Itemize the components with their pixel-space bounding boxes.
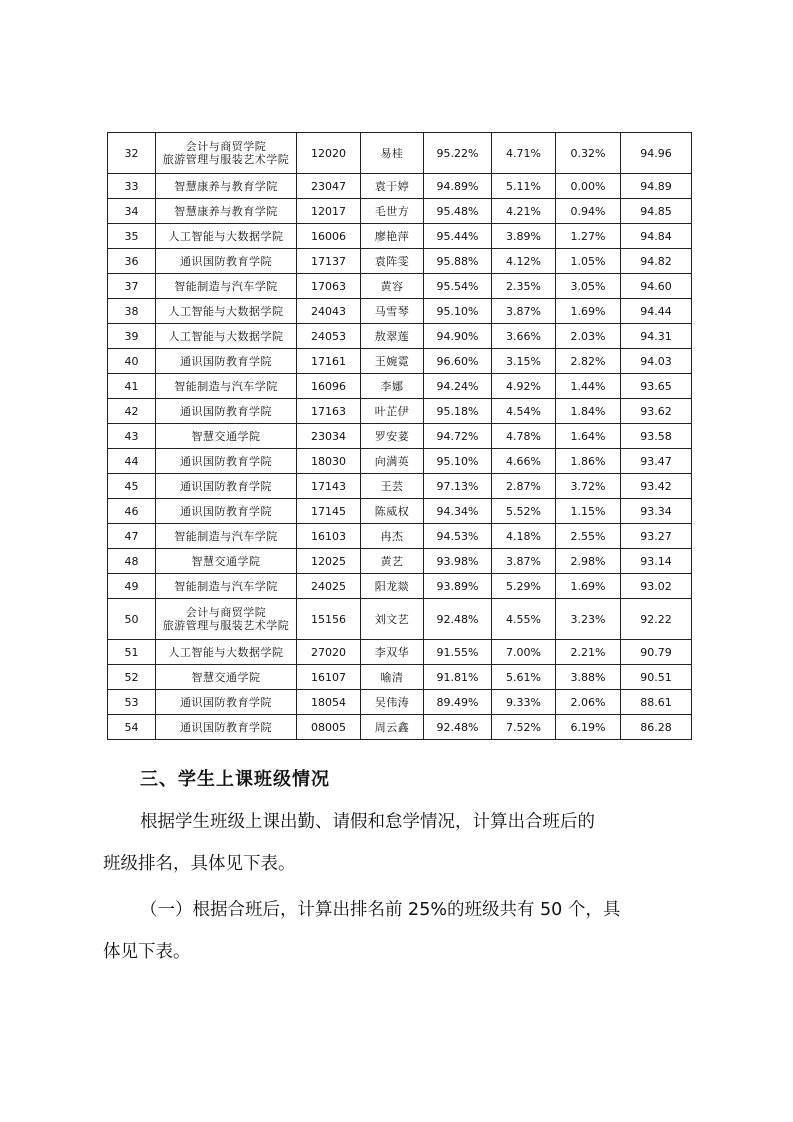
table-row <box>108 324 692 349</box>
attendance-rate-cell: 95.18% <box>424 399 492 424</box>
paragraph-top-quarter <box>103 889 703 973</box>
teacher-name-cell: 袁阵雯 <box>361 249 424 274</box>
paragraph-ranking-intro <box>103 801 703 885</box>
attendance-rate-cell: 94.24% <box>424 374 492 399</box>
table-body <box>108 133 692 740</box>
college-cell <box>156 474 297 499</box>
college-line: 通识国防教育学院 <box>180 454 272 468</box>
class-id-cell: 17063 <box>297 274 361 299</box>
table-row <box>108 574 692 599</box>
rank-cell: 47 <box>108 524 156 549</box>
attendance-rate-cell: 95.22% <box>424 133 492 174</box>
college-cell <box>156 574 297 599</box>
leave-rate-cell: 9.33% <box>492 690 556 715</box>
college-cell <box>156 549 297 574</box>
college-line: 人工智能与大数据学院 <box>168 304 284 318</box>
teacher-name-cell: 易桂 <box>361 133 424 174</box>
attendance-rate-cell: 91.55% <box>424 640 492 665</box>
truancy-rate-cell: 2.55% <box>556 524 621 549</box>
teacher-name-cell: 黄艺 <box>361 549 424 574</box>
truancy-rate-cell: 1.05% <box>556 249 621 274</box>
college-line: 智慧交通学院 <box>191 670 261 684</box>
table-row <box>108 249 692 274</box>
teacher-name-cell: 罗安荽 <box>361 424 424 449</box>
truancy-rate-cell: 1.69% <box>556 299 621 324</box>
class-ranking-table <box>107 132 692 740</box>
rank-cell: 42 <box>108 399 156 424</box>
attendance-rate-cell: 94.72% <box>424 424 492 449</box>
college-line: 会计与商贸学院 <box>185 606 267 619</box>
college-cell <box>156 174 297 199</box>
rank-cell: 33 <box>108 174 156 199</box>
college-cell <box>156 374 297 399</box>
leave-rate-cell: 4.18% <box>492 524 556 549</box>
college-line: 旅游管理与服装艺术学院 <box>162 619 290 632</box>
attendance-rate-cell: 94.53% <box>424 524 492 549</box>
table-row <box>108 549 692 574</box>
leave-rate-cell: 4.66% <box>492 449 556 474</box>
rank-cell: 48 <box>108 549 156 574</box>
rank-cell: 51 <box>108 640 156 665</box>
teacher-name-cell: 喻清 <box>361 665 424 690</box>
college-cell <box>156 424 297 449</box>
truancy-rate-cell: 2.82% <box>556 349 621 374</box>
leave-rate-cell: 3.66% <box>492 324 556 349</box>
attendance-rate-cell: 93.89% <box>424 574 492 599</box>
leave-rate-cell: 3.87% <box>492 299 556 324</box>
table-row <box>108 199 692 224</box>
rank-cell: 35 <box>108 224 156 249</box>
class-id-cell: 24053 <box>297 324 361 349</box>
class-id-cell: 08005 <box>297 715 361 740</box>
teacher-name-cell: 马雪琴 <box>361 299 424 324</box>
score-cell: 93.02 <box>621 574 692 599</box>
rank-cell: 49 <box>108 574 156 599</box>
college-line: 智能制造与汽车学院 <box>174 279 278 293</box>
college-line: 通识国防教育学院 <box>180 504 272 518</box>
attendance-rate-cell: 97.13% <box>424 474 492 499</box>
class-id-cell: 15156 <box>297 599 361 640</box>
leave-rate-cell: 5.11% <box>492 174 556 199</box>
leave-rate-cell: 3.89% <box>492 224 556 249</box>
college-line: 智慧康养与教育学院 <box>174 179 278 193</box>
college-line: 智能制造与汽车学院 <box>174 529 278 543</box>
score-cell: 93.65 <box>621 374 692 399</box>
score-cell: 93.62 <box>621 399 692 424</box>
leave-rate-cell: 5.29% <box>492 574 556 599</box>
truancy-rate-cell: 1.15% <box>556 499 621 524</box>
teacher-name-cell: 周云鑫 <box>361 715 424 740</box>
class-id-cell: 17145 <box>297 499 361 524</box>
attendance-rate-cell: 95.88% <box>424 249 492 274</box>
class-id-cell: 17163 <box>297 399 361 424</box>
truancy-rate-cell: 1.64% <box>556 424 621 449</box>
table-row <box>108 665 692 690</box>
paragraph-line: （一）根据合班后，计算出排名前 25%的班级共有 50 个，具 <box>140 900 621 920</box>
table-row <box>108 133 692 174</box>
attendance-rate-cell: 95.10% <box>424 299 492 324</box>
score-cell: 93.58 <box>621 424 692 449</box>
leave-rate-cell: 7.00% <box>492 640 556 665</box>
table-row <box>108 349 692 374</box>
table-row <box>108 524 692 549</box>
teacher-name-cell: 阳龙燚 <box>361 574 424 599</box>
class-id-cell: 16107 <box>297 665 361 690</box>
score-cell: 90.51 <box>621 665 692 690</box>
attendance-rate-cell: 91.81% <box>424 665 492 690</box>
truancy-rate-cell: 1.84% <box>556 399 621 424</box>
class-id-cell: 16096 <box>297 374 361 399</box>
college-cell <box>156 690 297 715</box>
table-row <box>108 424 692 449</box>
teacher-name-cell: 李双华 <box>361 640 424 665</box>
score-cell: 93.34 <box>621 499 692 524</box>
score-cell: 93.47 <box>621 449 692 474</box>
college-cell <box>156 324 297 349</box>
rank-cell: 41 <box>108 374 156 399</box>
class-id-cell: 12020 <box>297 133 361 174</box>
table-row <box>108 374 692 399</box>
score-cell: 92.22 <box>621 599 692 640</box>
leave-rate-cell: 5.61% <box>492 665 556 690</box>
table-row <box>108 474 692 499</box>
rank-cell: 40 <box>108 349 156 374</box>
truancy-rate-cell: 0.94% <box>556 199 621 224</box>
college-cell <box>156 499 297 524</box>
paragraph-line: 体见下表。 <box>103 942 191 962</box>
college-line: 智慧交通学院 <box>191 554 261 568</box>
truancy-rate-cell: 2.03% <box>556 324 621 349</box>
teacher-name-cell: 廖艳萍 <box>361 224 424 249</box>
teacher-name-cell: 王芸 <box>361 474 424 499</box>
leave-rate-cell: 4.55% <box>492 599 556 640</box>
attendance-rate-cell: 92.48% <box>424 715 492 740</box>
college-line: 旅游管理与服装艺术学院 <box>162 153 290 166</box>
score-cell: 94.84 <box>621 224 692 249</box>
college-cell <box>156 199 297 224</box>
score-cell: 90.79 <box>621 640 692 665</box>
teacher-name-cell: 毛世方 <box>361 199 424 224</box>
table-row <box>108 640 692 665</box>
college-line: 智能制造与汽车学院 <box>174 579 278 593</box>
college-line: 智慧交通学院 <box>191 429 261 443</box>
teacher-name-cell: 冉杰 <box>361 524 424 549</box>
rank-cell: 45 <box>108 474 156 499</box>
section-heading: 三、学生上课班级情况 <box>140 769 330 790</box>
truancy-rate-cell: 1.44% <box>556 374 621 399</box>
truancy-rate-cell: 6.19% <box>556 715 621 740</box>
college-cell <box>156 399 297 424</box>
table-row <box>108 174 692 199</box>
truancy-rate-cell: 3.72% <box>556 474 621 499</box>
score-cell: 94.82 <box>621 249 692 274</box>
truancy-rate-cell: 3.23% <box>556 599 621 640</box>
teacher-name-cell: 黄容 <box>361 274 424 299</box>
teacher-name-cell: 吴伟涛 <box>361 690 424 715</box>
college-line: 智能制造与汽车学院 <box>174 379 278 393</box>
college-cell <box>156 524 297 549</box>
teacher-name-cell: 向满英 <box>361 449 424 474</box>
attendance-rate-cell: 89.49% <box>424 690 492 715</box>
college-line: 会计与商贸学院 <box>185 140 267 153</box>
leave-rate-cell: 3.87% <box>492 549 556 574</box>
truancy-rate-cell: 2.06% <box>556 690 621 715</box>
attendance-rate-cell: 95.10% <box>424 449 492 474</box>
truancy-rate-cell: 3.05% <box>556 274 621 299</box>
leave-rate-cell: 7.52% <box>492 715 556 740</box>
college-cell <box>156 349 297 374</box>
score-cell: 94.85 <box>621 199 692 224</box>
leave-rate-cell: 4.92% <box>492 374 556 399</box>
college-cell <box>156 224 297 249</box>
attendance-rate-cell: 94.34% <box>424 499 492 524</box>
truancy-rate-cell: 1.27% <box>556 224 621 249</box>
teacher-name-cell: 敖翠莲 <box>361 324 424 349</box>
college-cell <box>156 249 297 274</box>
score-cell: 94.96 <box>621 133 692 174</box>
score-cell: 94.89 <box>621 174 692 199</box>
score-cell: 88.61 <box>621 690 692 715</box>
truancy-rate-cell: 1.69% <box>556 574 621 599</box>
class-id-cell: 12017 <box>297 199 361 224</box>
college-cell <box>156 133 297 174</box>
class-id-cell: 23034 <box>297 424 361 449</box>
class-id-cell: 16006 <box>297 224 361 249</box>
college-cell <box>156 599 297 640</box>
rank-cell: 43 <box>108 424 156 449</box>
score-cell: 93.14 <box>621 549 692 574</box>
table-row <box>108 499 692 524</box>
class-id-cell: 24025 <box>297 574 361 599</box>
attendance-rate-cell: 95.44% <box>424 224 492 249</box>
score-cell: 94.44 <box>621 299 692 324</box>
college-cell <box>156 665 297 690</box>
rank-cell: 37 <box>108 274 156 299</box>
leave-rate-cell: 3.15% <box>492 349 556 374</box>
table-row <box>108 224 692 249</box>
score-cell: 93.27 <box>621 524 692 549</box>
teacher-name-cell: 袁于婷 <box>361 174 424 199</box>
rank-cell: 46 <box>108 499 156 524</box>
leave-rate-cell: 4.12% <box>492 249 556 274</box>
college-cell <box>156 299 297 324</box>
truancy-rate-cell: 0.32% <box>556 133 621 174</box>
college-cell <box>156 274 297 299</box>
truancy-rate-cell: 0.00% <box>556 174 621 199</box>
class-id-cell: 17137 <box>297 249 361 274</box>
rank-cell: 36 <box>108 249 156 274</box>
college-line: 通识国防教育学院 <box>180 720 272 734</box>
table-row <box>108 690 692 715</box>
table-row <box>108 299 692 324</box>
table-row <box>108 399 692 424</box>
class-id-cell: 23047 <box>297 174 361 199</box>
leave-rate-cell: 4.71% <box>492 133 556 174</box>
rank-cell: 53 <box>108 690 156 715</box>
leave-rate-cell: 5.52% <box>492 499 556 524</box>
college-cell <box>156 640 297 665</box>
college-line: 人工智能与大数据学院 <box>168 645 284 659</box>
table-row <box>108 274 692 299</box>
teacher-name-cell: 刘文艺 <box>361 599 424 640</box>
leave-rate-cell: 4.21% <box>492 199 556 224</box>
score-cell: 86.28 <box>621 715 692 740</box>
attendance-rate-cell: 94.90% <box>424 324 492 349</box>
attendance-rate-cell: 94.89% <box>424 174 492 199</box>
college-line: 通识国防教育学院 <box>180 479 272 493</box>
truancy-rate-cell: 2.21% <box>556 640 621 665</box>
rank-cell: 44 <box>108 449 156 474</box>
college-cell <box>156 449 297 474</box>
attendance-rate-cell: 93.98% <box>424 549 492 574</box>
teacher-name-cell: 李娜 <box>361 374 424 399</box>
rank-cell: 32 <box>108 133 156 174</box>
college-line: 人工智能与大数据学院 <box>168 329 284 343</box>
class-id-cell: 17143 <box>297 474 361 499</box>
rank-cell: 52 <box>108 665 156 690</box>
class-id-cell: 18030 <box>297 449 361 474</box>
table-row <box>108 599 692 640</box>
leave-rate-cell: 4.54% <box>492 399 556 424</box>
table-row <box>108 449 692 474</box>
rank-cell: 50 <box>108 599 156 640</box>
rank-cell: 54 <box>108 715 156 740</box>
score-cell: 93.42 <box>621 474 692 499</box>
leave-rate-cell: 2.35% <box>492 274 556 299</box>
class-id-cell: 24043 <box>297 299 361 324</box>
class-id-cell: 17161 <box>297 349 361 374</box>
teacher-name-cell: 陈威权 <box>361 499 424 524</box>
score-cell: 94.31 <box>621 324 692 349</box>
table-row <box>108 715 692 740</box>
college-line: 通识国防教育学院 <box>180 354 272 368</box>
paragraph-line: 根据学生班级上课出勤、请假和怠学情况，计算出合班后的 <box>140 812 595 832</box>
truancy-rate-cell: 3.88% <box>556 665 621 690</box>
attendance-rate-cell: 95.48% <box>424 199 492 224</box>
class-id-cell: 27020 <box>297 640 361 665</box>
leave-rate-cell: 4.78% <box>492 424 556 449</box>
leave-rate-cell: 2.87% <box>492 474 556 499</box>
college-line: 通识国防教育学院 <box>180 254 272 268</box>
college-line: 通识国防教育学院 <box>180 404 272 418</box>
class-id-cell: 16103 <box>297 524 361 549</box>
college-line: 通识国防教育学院 <box>180 695 272 709</box>
class-id-cell: 12025 <box>297 549 361 574</box>
attendance-rate-cell: 92.48% <box>424 599 492 640</box>
truancy-rate-cell: 1.86% <box>556 449 621 474</box>
score-cell: 94.60 <box>621 274 692 299</box>
class-id-cell: 18054 <box>297 690 361 715</box>
attendance-rate-cell: 96.60% <box>424 349 492 374</box>
college-line: 人工智能与大数据学院 <box>168 229 284 243</box>
score-cell: 94.03 <box>621 349 692 374</box>
teacher-name-cell: 王婉霓 <box>361 349 424 374</box>
truancy-rate-cell: 2.98% <box>556 549 621 574</box>
paragraph-line: 班级排名，具体见下表。 <box>103 854 296 874</box>
attendance-rate-cell: 95.54% <box>424 274 492 299</box>
rank-cell: 34 <box>108 199 156 224</box>
college-cell <box>156 715 297 740</box>
rank-cell: 39 <box>108 324 156 349</box>
teacher-name-cell: 叶芷伊 <box>361 399 424 424</box>
rank-cell: 38 <box>108 299 156 324</box>
college-line: 智慧康养与教育学院 <box>174 204 278 218</box>
